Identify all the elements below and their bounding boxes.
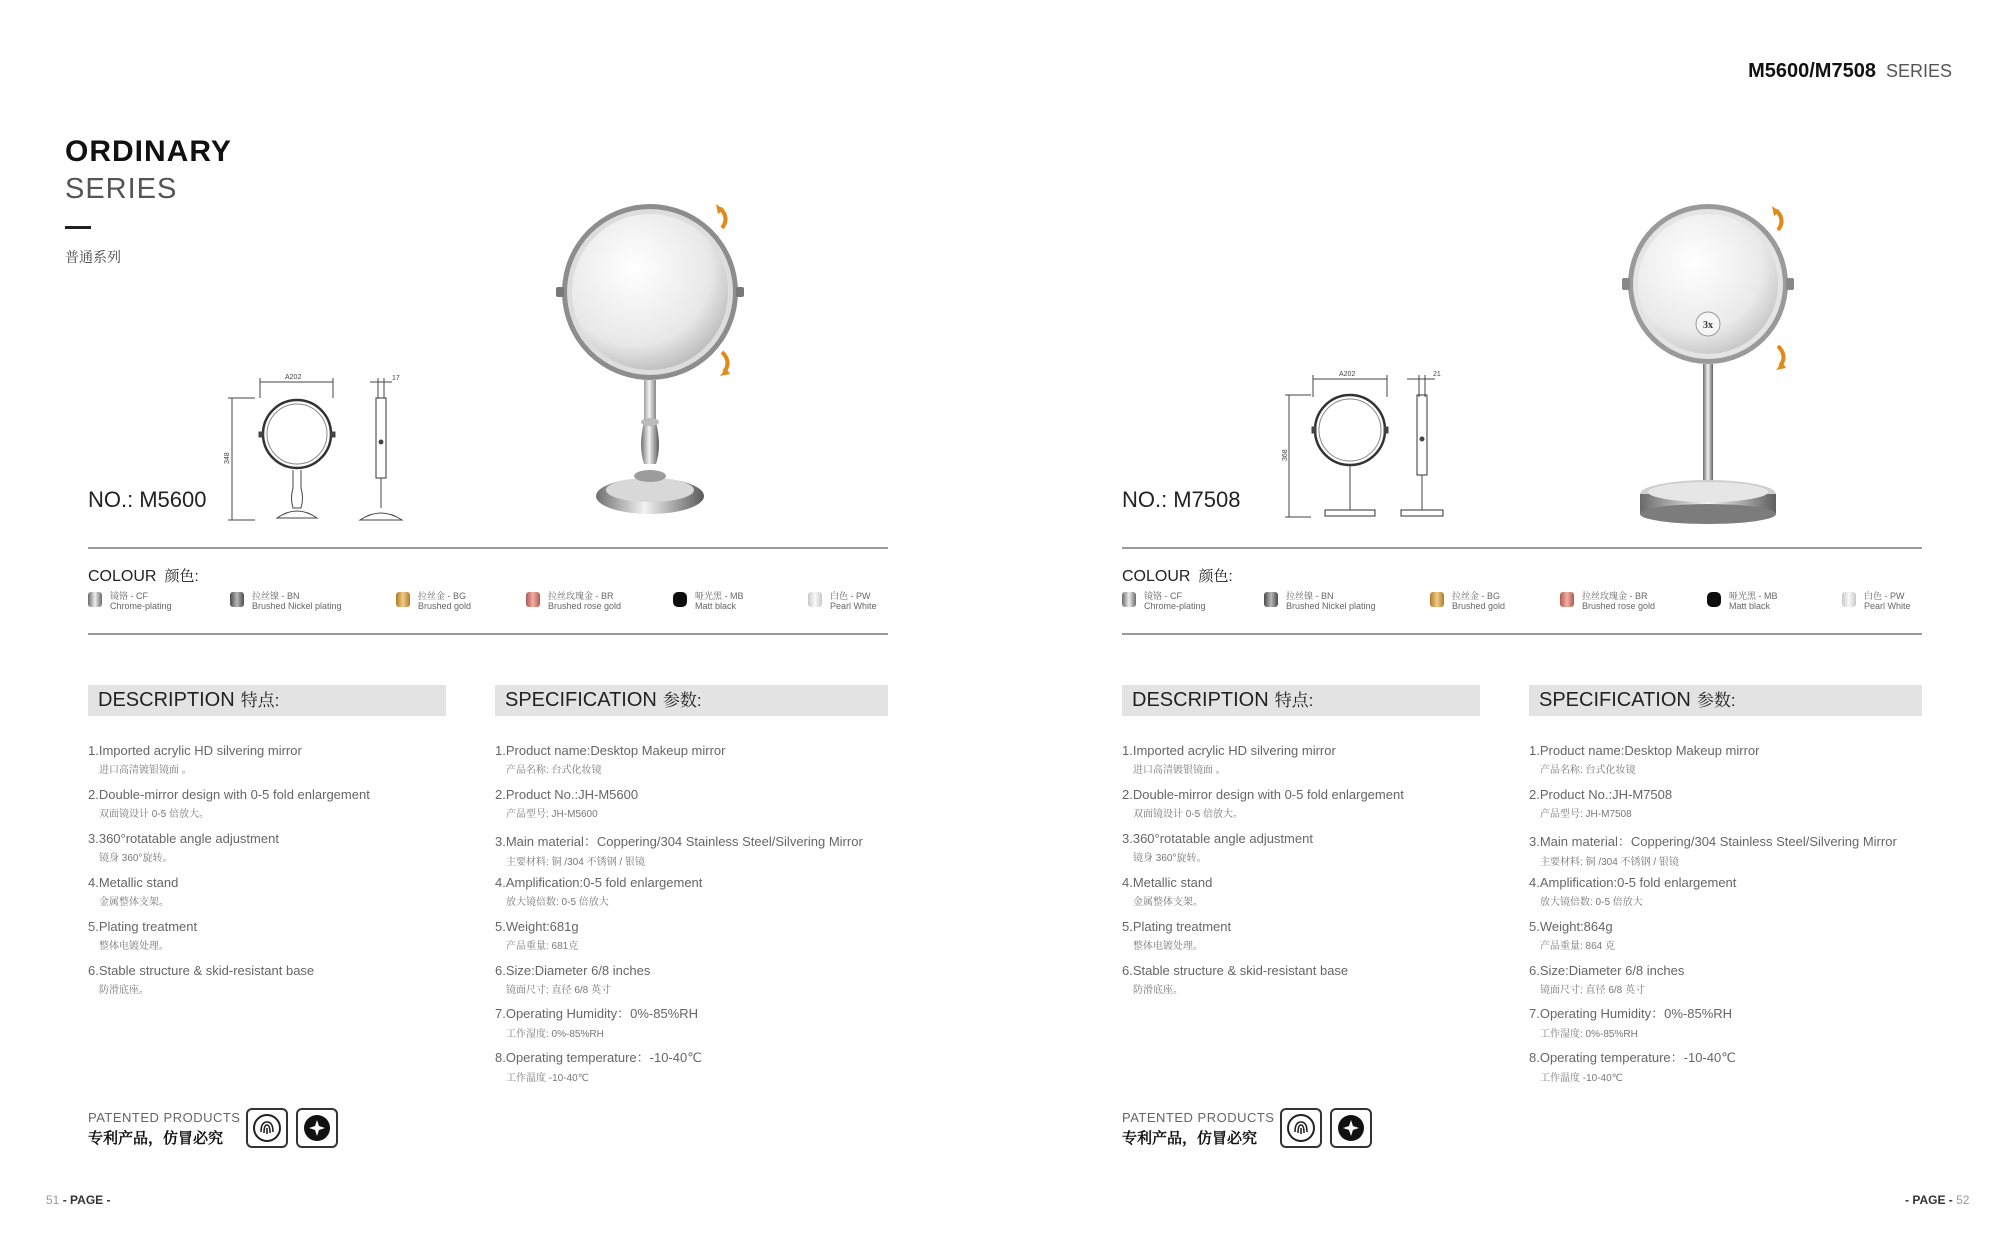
fingerprint-icon [246,1108,288,1148]
specification-heading-en: SPECIFICATION [505,689,657,711]
patent-badges [1280,1108,1380,1148]
item-cn: 整体电镀处理。 [1133,941,1203,952]
item-en: 1.Imported acrylic HD silvering mirror [1122,743,1336,758]
list-item [495,1003,698,1040]
series-title-line1: ORDINARY [65,135,232,168]
swatch-cn: 拉丝玫瑰金 - BR [548,591,614,601]
swatch-en: Matt black [695,601,737,611]
product-photo [1612,196,1802,526]
list-item [1529,1003,1732,1040]
item-en: 3.360°rotatable angle adjustment [88,831,279,846]
swatch-en: Brushed rose gold [548,601,622,611]
model-number-label: NO.: [1122,487,1168,512]
item-cn: 产品名称: 台式化妆镜 [506,765,602,776]
list-item [1529,875,1736,908]
series-title [65,135,232,267]
item-cn: 镜面尺寸: 直径 6/8 英寸 [1540,985,1646,996]
patent-badges [246,1108,346,1148]
title-dash [65,226,91,229]
product-photo [548,196,748,520]
swatch-en: Pearl White [830,601,877,611]
divider-bottom [1122,633,1922,635]
colour-chip [1560,592,1574,607]
swatch-cn: 镜铬 - CF [1144,591,1182,601]
page-footer [1905,1193,1969,1207]
colour-swatch-matt-black[interactable] [1707,591,1778,611]
colour-swatch-brushed-nickel[interactable] [1264,591,1376,611]
list-item [1122,919,1231,952]
item-en: 6.Stable structure & skid-resistant base [88,963,315,978]
item-cn: 双面镜设计 0-5 倍放大。 [1133,809,1244,820]
page-number: 52 [1956,1193,1970,1207]
specification-heading [1529,685,1922,716]
colour-swatch-brushed-rose-gold[interactable] [1560,591,1655,611]
colour-chip [1264,592,1278,607]
colour-swatch-chrome[interactable] [1122,591,1206,611]
item-en: 4.Amplification:0-5 fold enlargement [495,875,703,890]
swatch-en: Brushed rose gold [1582,601,1656,611]
page-number: 51 [46,1193,60,1207]
technical-drawing [1282,365,1485,530]
list-item [1529,743,1759,776]
description-heading [1122,685,1480,716]
patent-cn: 专利产品，仿冒必究 [1122,1130,1258,1147]
colour-heading [1122,565,1233,586]
series-title-cn: 普通系列 [65,249,121,265]
page-footer [46,1193,110,1207]
item-cn: 放大镜倍数: 0-5 倍放大 [506,897,609,908]
patent-notice [1122,1110,1274,1148]
colour-swatch-pearl-white[interactable] [1842,591,1911,611]
colour-chip [1707,592,1721,607]
item-en: 5.Plating treatment [1122,919,1232,934]
patent-en: PATENTED PRODUCTS [88,1110,241,1125]
colour-chip [88,592,102,607]
list-item [1122,787,1404,820]
item-en: 6.Size:Diameter 6/8 inches [1529,963,1685,978]
catalog-page-right [1000,0,2000,1238]
list-item [1122,743,1336,776]
list-item [1529,963,1684,996]
item-en: 2.Product No.:JH-M5600 [495,787,639,802]
item-cn: 防滑底座。 [99,985,149,996]
colour-chip [1122,592,1136,607]
colour-heading-cn: 颜色: [164,568,199,585]
list-item [1529,831,1897,868]
item-cn: 产品重量: 681克 [506,941,579,952]
item-en: 2.Double-mirror design with 0-5 fold enlargement [88,787,370,802]
page-word: - PAGE - [1905,1193,1953,1207]
list-item [495,875,702,908]
item-cn: 进口高清镀银镜面 。 [1133,765,1226,776]
header-series-word: SERIES [1885,61,1952,81]
item-cn: 产品名称: 台式化妆镜 [1540,765,1636,776]
item-cn: 工作湿度: 0%-85%RH [506,1029,604,1040]
item-en: 6.Stable structure & skid-resistant base [1122,963,1349,978]
swatch-cn: 拉丝金 - BG [1452,591,1501,601]
list-item [1529,1047,1736,1084]
item-en: 3.360°rotatable angle adjustment [1122,831,1313,846]
sparkle-icon [1330,1108,1372,1148]
list-item [495,743,725,776]
divider-bottom [88,633,888,635]
colour-section [88,565,877,611]
sparkle-icon [296,1108,338,1148]
list-item [495,919,579,952]
swatch-cn: 哑光黑 - MB [695,591,744,601]
colour-section [1122,565,1911,611]
description-heading-en: DESCRIPTION [1132,689,1269,711]
list-item [88,875,178,908]
technical-drawing [215,368,415,528]
colour-heading-cn: 颜色: [1198,568,1233,585]
colour-heading-en: COLOUR [88,568,157,585]
dim-depth: 17 [392,375,400,382]
dim-height: 368 [1282,449,1289,461]
swatch-en: Pearl White [1864,601,1911,611]
item-cn: 主要材料: 铜 /304 不锈钢 / 银镜 [1540,857,1679,868]
header-model: M5600/M7508 [1748,60,1876,82]
item-en: 7.Operating Humidity：0%-85%RH [1529,1006,1733,1021]
divider-top [1122,547,1922,549]
item-cn: 镜身 360°旋转。 [1133,853,1207,864]
item-en: 7.Operating Humidity：0%-85%RH [495,1006,699,1021]
item-en: 3.Main material：Coppering/304 Stainless Steel/Silvering Mirror [1529,834,1897,849]
dim-height: 348 [224,452,231,464]
colour-swatch-brushed-gold[interactable] [396,591,471,611]
item-en: 2.Product No.:JH-M7508 [1529,787,1673,802]
list-item [495,831,863,868]
colour-swatch-brushed-nickel[interactable] [230,591,342,611]
page-word: - PAGE - [62,1193,111,1207]
colour-swatch-chrome[interactable] [88,591,172,611]
specification-heading-en: SPECIFICATION [1539,689,1691,711]
description-heading-cn: 特点: [1274,691,1314,710]
swatch-cn: 镜铬 - CF [110,591,148,601]
item-cn: 工作温度 -10-40℃ [506,1073,589,1084]
item-en: 5.Weight:681g [495,919,579,934]
colour-heading-en: COLOUR [1122,568,1191,585]
item-en: 5.Plating treatment [88,919,198,934]
item-cn: 金属整体支架。 [1133,897,1203,908]
item-en: 8.Operating temperature：-10-40℃ [1529,1050,1736,1065]
colour-chip [808,592,822,607]
item-cn: 主要材料: 铜 /304 不锈钢 / 银镜 [506,857,645,868]
model-number-label: NO.: [88,487,134,512]
model-number-value: M5600 [139,487,207,512]
swatch-cn: 白色 - PW [830,591,871,601]
colour-heading [88,565,199,586]
swatch-en: Brushed gold [418,601,472,611]
item-cn: 整体电镀处理。 [99,941,169,952]
list-item [1122,875,1212,908]
item-en: 6.Size:Diameter 6/8 inches [495,963,651,978]
colour-chip [396,592,410,607]
list-item [495,963,650,996]
patent-cn: 专利产品，仿冒必究 [88,1130,224,1147]
item-cn: 金属整体支架。 [99,897,169,908]
dim-width: A202 [1339,371,1356,378]
list-item [88,743,302,776]
patent-en: PATENTED PRODUCTS [1122,1110,1275,1125]
list-item [495,787,638,820]
swatch-en: Brushed gold [1452,601,1506,611]
swatch-en: Matt black [1729,601,1771,611]
colour-chip [230,592,244,607]
colour-chip [1842,592,1856,607]
swatch-en: Chrome-plating [1144,601,1206,611]
swatch-cn: 拉丝玫瑰金 - BR [1582,591,1648,601]
list-item [1122,963,1348,996]
item-cn: 产品型号: JH-M7508 [1540,809,1632,820]
colour-swatches [88,591,888,621]
series-title-line2: SERIES [65,173,178,205]
list-item [1529,919,1615,952]
fingerprint-icon [1280,1108,1322,1148]
list-item [88,963,314,996]
description-heading-cn: 特点: [240,691,280,710]
item-cn: 放大镜倍数: 0-5 倍放大 [1540,897,1643,908]
description-heading-en: DESCRIPTION [98,689,235,711]
dim-width: A202 [285,374,302,381]
specification-heading-cn: 参数: [1696,691,1736,710]
swatch-cn: 拉丝镍 - BN [252,591,300,601]
swatch-en: Brushed Nickel plating [1286,601,1376,611]
item-en: 4.Metallic stand [1122,875,1213,890]
dim-depth: 21 [1433,371,1441,378]
swatch-cn: 拉丝镍 - BN [1286,591,1334,601]
swatch-en: Chrome-plating [110,601,172,611]
item-en: 4.Metallic stand [88,875,179,890]
colour-chip [526,592,540,607]
swatch-cn: 拉丝金 - BG [418,591,467,601]
magnify-label: 3x [1703,320,1713,331]
item-cn: 产品重量: 864 克 [1540,941,1616,952]
model-number [1122,487,1241,513]
item-en: 1.Product name:Desktop Makeup mirror [1529,743,1760,758]
item-cn: 工作温度 -10-40℃ [1540,1073,1623,1084]
list-item [88,787,370,820]
divider-top [88,547,888,549]
item-en: 8.Operating temperature：-10-40℃ [495,1050,702,1065]
item-en: 5.Weight:864g [1529,919,1613,934]
item-en: 3.Main material：Coppering/304 Stainless Steel/Silvering Mirror [495,834,863,849]
description-heading [88,685,446,716]
swatch-cn: 哑光黑 - MB [1729,591,1778,601]
item-cn: 镜身 360°旋转。 [99,853,173,864]
list-item [88,831,279,864]
list-item [88,919,197,952]
item-cn: 产品型号: JH-M5600 [506,809,598,820]
specification-heading [495,685,888,716]
item-cn: 工作湿度: 0%-85%RH [1540,1029,1638,1040]
colour-swatch-brushed-rose-gold[interactable] [526,591,621,611]
item-en: 2.Double-mirror design with 0-5 fold enlargement [1122,787,1404,802]
item-cn: 防滑底座。 [1133,985,1183,996]
item-cn: 进口高清镀银镜面 。 [99,765,192,776]
colour-swatch-pearl-white[interactable] [808,591,877,611]
colour-swatch-matt-black[interactable] [673,591,744,611]
item-en: 1.Imported acrylic HD silvering mirror [88,743,302,758]
specification-heading-cn: 参数: [662,691,702,710]
item-en: 1.Product name:Desktop Makeup mirror [495,743,726,758]
colour-swatch-brushed-gold[interactable] [1430,591,1505,611]
item-cn: 镜面尺寸: 直径 6/8 英寸 [506,985,612,996]
swatch-en: Brushed Nickel plating [252,601,342,611]
item-cn: 双面镜设计 0-5 倍放大。 [99,809,210,820]
model-number-value: M7508 [1173,487,1241,512]
colour-chip [673,592,687,607]
model-number [88,487,207,513]
list-item [1529,787,1672,820]
list-item [495,1047,702,1084]
colour-chip [1430,592,1444,607]
colour-swatches [1122,591,1922,621]
list-item [1122,831,1313,864]
swatch-cn: 白色 - PW [1864,591,1905,601]
item-en: 4.Amplification:0-5 fold enlargement [1529,875,1737,890]
patent-notice [88,1110,240,1148]
